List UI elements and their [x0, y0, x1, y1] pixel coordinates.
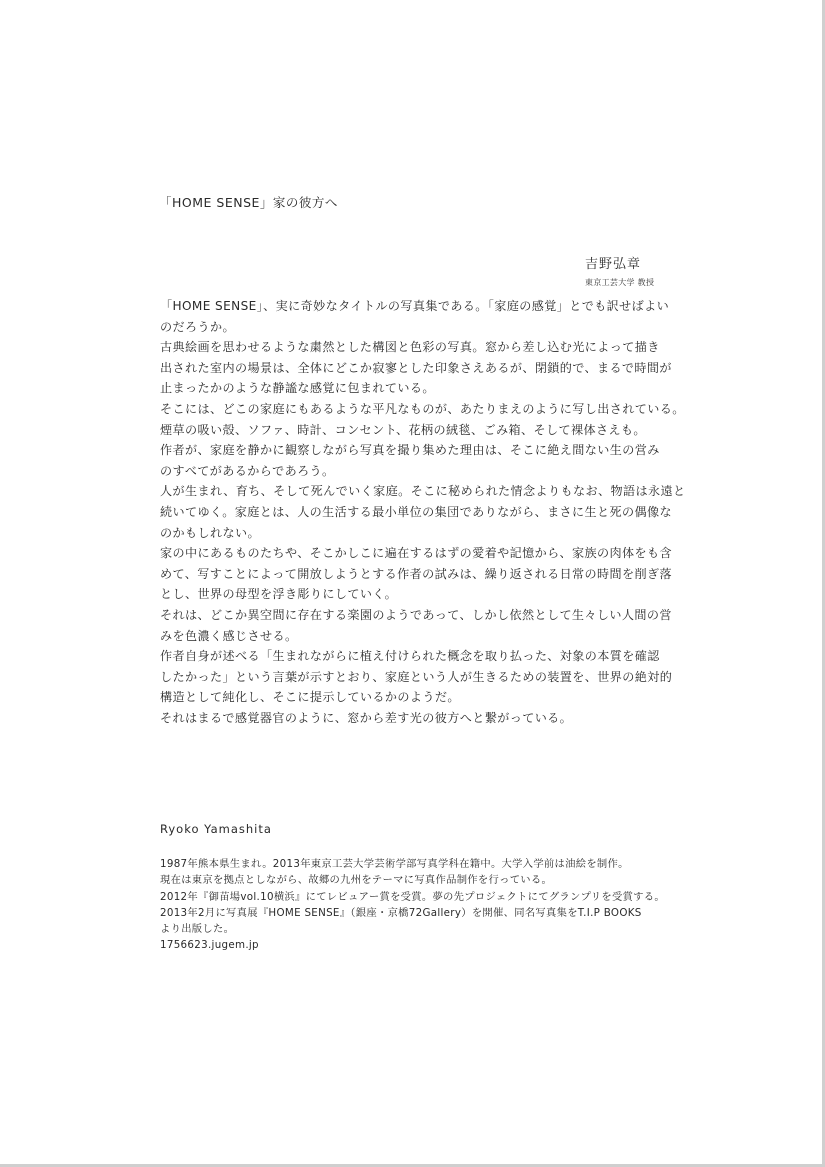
essay-line: のだろうか。	[160, 319, 235, 334]
essay-line: 作者自身が述べる「生まれながらに植え付けられた概念を取り払った、対象の本質を確認	[160, 649, 660, 664]
essay-line: それは、どこか異空間に存在する楽園のようであって、しかし依然として生々しい人間の営	[160, 607, 672, 622]
essay-line: それはまるで感覚器官のように、窓から差す光の彼方へと繋がっている。	[160, 710, 573, 725]
photographer-name: Ryoko Yamashita	[160, 822, 272, 836]
bio-line: 2012年『御苗場vol.10横浜』にてレビュアー賞を受賞。夢の先プロジェクトにてグランプリを受賞する。	[160, 890, 665, 903]
essay-line: そこには、どこの家庭にもあるような平凡なものが、あたりまえのように写し出されている。	[160, 401, 685, 416]
essay-line: みを色濃く感じさせる。	[160, 628, 298, 643]
essay-title: 「HOME SENSE」家の彼方へ	[159, 195, 338, 210]
essay-line: のすべてがあるからであろう。	[160, 463, 335, 478]
author-block	[585, 253, 654, 288]
author-role: 東京工芸大学 教授	[585, 278, 655, 287]
bio-line: より出版した。	[160, 923, 235, 936]
essay-line: 煙草の吸い殻、ソファ、時計、コンセント、花柄の絨毯、ごみ箱、そして裸体さえも。	[160, 422, 646, 437]
essay-line: 古典絵画を思わせるような粛然とした構図と色彩の写真。窓から差し込む光によって描き	[160, 340, 660, 355]
bio-line: 1987年熊本県生まれ。2013年東京工芸大学芸術学部写真学科在籍中。大学入学前は油絵を制作。	[160, 858, 629, 870]
photographer-bio	[160, 856, 680, 954]
author-name: 吉野弘章	[585, 257, 642, 272]
essay-line: めて、写すことによって開放しようとする作者の試みは、繰り返される日常の時間を削ぎ落	[160, 566, 673, 581]
essay-line: 人が生まれ、育ち、そして死んでいく家庭。そこに秘められた情念よりもなお、物語は永遠と	[160, 484, 686, 499]
essay-line: したかった」という言葉が示すとおり、家庭という人が生きるための装置を、世界の絶対的	[160, 669, 673, 684]
bio-line: 現在は東京を拠点としながら、故郷の九州をテーマに写真作品制作を行っている。	[160, 874, 553, 887]
essay-line: 家の中にあるものたちや、そこかしこに遍在するはずの愛着や記憶から、家族の肉体をも含	[160, 546, 673, 561]
essay-body	[160, 296, 686, 728]
essay-line: とし、世界の母型を浮き彫りにしていく。	[160, 587, 398, 602]
essay-line: 出された室内の場景は、全体にどこか寂寥とした印象さえあるが、閉鎖的で、まるで時間が	[160, 360, 672, 375]
essay-line: のかもしれない。	[160, 525, 260, 540]
essay-line: 続いてゆく。家庭とは、人の生活する最小単位の集団でありながら、まさに生と死の偶像な	[160, 504, 673, 519]
essay-line: 止まったかのような静謐な感覚に包まれている。	[160, 381, 435, 396]
essay-line: 構造として純化し、そこに提示しているかのようだ。	[160, 690, 460, 705]
bio-line: 2013年2月に写真展『HOME SENSE』（銀座・京橋72Gallery）を開催、同名写真集をT.I.P BOOKS	[160, 906, 642, 919]
essay-line: 「HOME SENSE」、実に奇妙なタイトルの写真集である。「家庭の感覚」とでも訳せばよい	[160, 299, 670, 313]
website-url: 1756623.jugem.jp	[160, 939, 259, 952]
essay-line: 作者が、家庭を静かに観察しながら写真を撮り集めた理由は、そこに絶え間ない生の営み	[160, 443, 660, 458]
